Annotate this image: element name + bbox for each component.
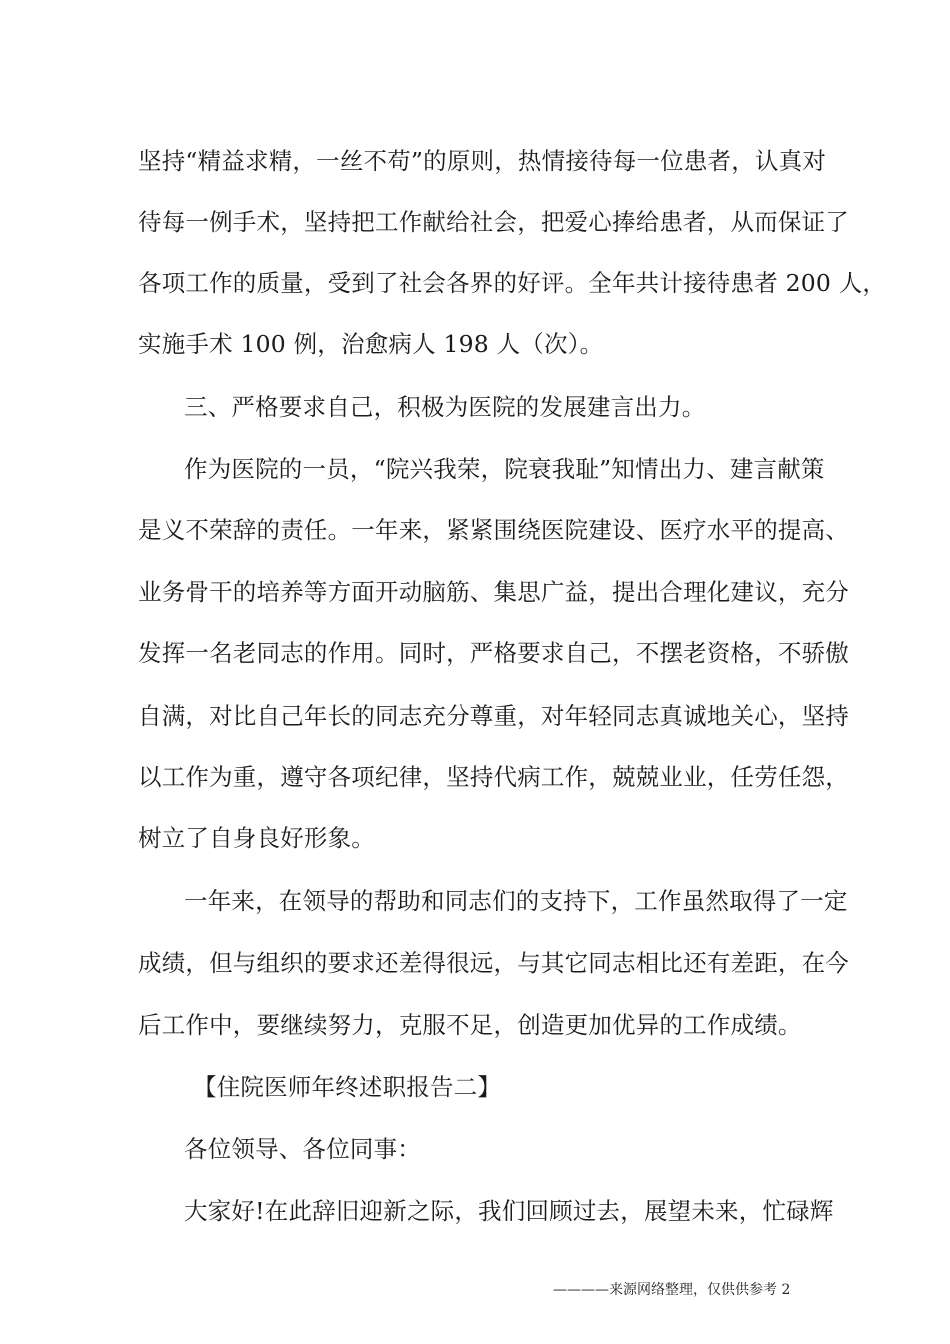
text-line: 实施手术 100 例，治愈病人 198 人（次）。 <box>138 330 604 358</box>
text-line: 一年来，在领导的帮助和同志们的支持下，工作虽然取得了一定 <box>184 887 848 915</box>
report-heading: 【住院医师年终述职报告二】 <box>193 1073 502 1101</box>
text-line: 业务骨干的培养等方面开动脑筋、集思广益，提出合理化建议，充分 <box>138 578 849 606</box>
text-line: 作为医院的一员，“院兴我荣，院衰我耻”知情出力、建言献策 <box>184 455 825 483</box>
text-line: 待每一例手术，坚持把工作献给社会，把爱心捧给患者，从而保证了 <box>138 208 849 236</box>
salutation: 各位领导、各位同事： <box>184 1135 421 1163</box>
text-line: 树立了自身良好形象。 <box>138 824 375 852</box>
text-line: 后工作中，要继续努力，克服不足，创造更加优异的工作成绩。 <box>138 1011 802 1039</box>
text-line: 以工作为重，遵守各项纪律，坚持代病工作，兢兢业业，任劳任怨， <box>138 763 849 791</box>
text-line: 是义不荣辞的责任。一年来，紧紧围绕医院建设、医疗水平的提高、 <box>138 516 849 544</box>
text-line: 成绩，但与组织的要求还差得很远，与其它同志相比还有差距，在今 <box>138 949 849 977</box>
page-footer: ————来源网络整理，仅供供参考 2 <box>553 1282 791 1298</box>
text-line: 各项工作的质量，受到了社会各界的好评。全年共计接待患者 200 人， <box>138 269 887 297</box>
text-line: 大家好!在此辞旧迎新之际，我们回顾过去，展望未来，忙碌辉 <box>184 1197 834 1225</box>
text-line: 坚持“精益求精，一丝不苟”的原则，热情接待每一位患者，认真对 <box>138 147 827 175</box>
section-heading: 三、严格要求自己，积极为医院的发展建言出力。 <box>184 393 706 421</box>
text-line: 自满，对比自己年长的同志充分尊重，对年轻同志真诚地关心，坚持 <box>138 702 849 730</box>
text-line: 发挥一名老同志的作用。同时，严格要求自己，不摆老资格，不骄傲 <box>138 639 849 667</box>
